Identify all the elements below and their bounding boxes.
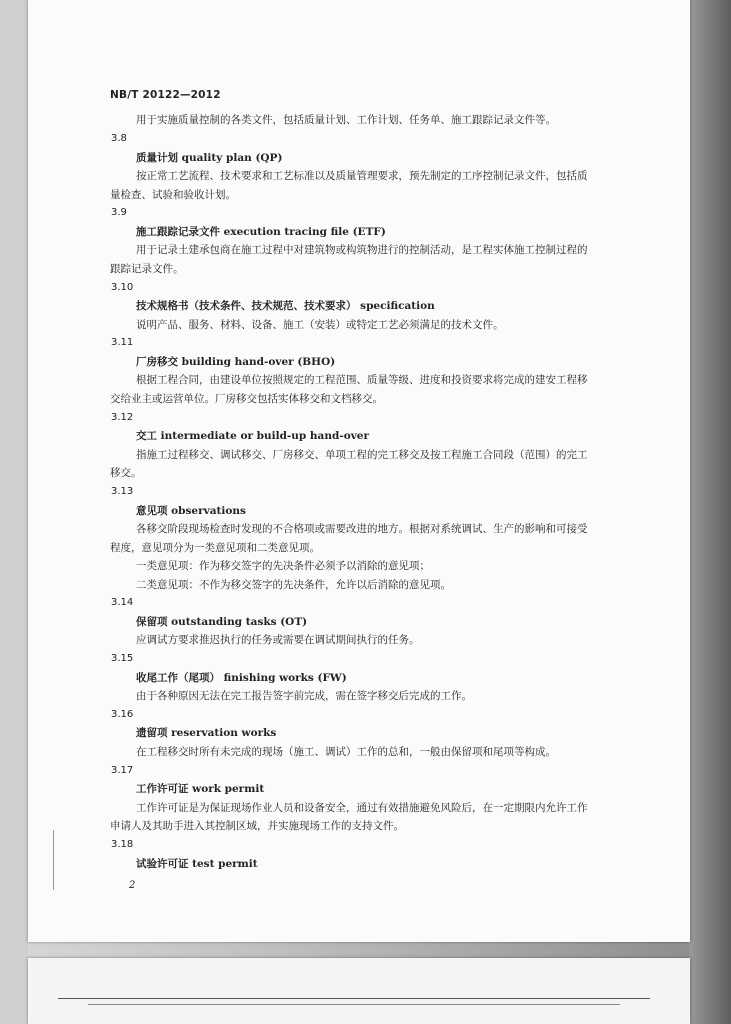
section-number: 3.17 bbox=[111, 764, 134, 776]
document-page bbox=[28, 0, 690, 942]
document-content bbox=[28, 0, 690, 900]
section-body-line: 应调试方要求推迟执行的任务或需要在调试期间执行的任务。 bbox=[136, 634, 420, 647]
section-term: 交工 intermediate or build-up hand-over bbox=[136, 430, 370, 443]
section-body-line: 指施工过程移交、调试移交、厂房移交、单项工程的完工移交及按工程施工合同段（范围）的完工 bbox=[136, 448, 588, 461]
next-page-rule-secondary bbox=[88, 1004, 620, 1005]
section-body-line: 用于记录土建承包商在施工过程中对建筑物或构筑物进行的控制活动，是工程实体施工控制过程的 bbox=[136, 244, 588, 257]
section-body-line: 说明产品、服务、材料、设备、施工（安装）或特定工艺必须满足的技术文件。 bbox=[136, 318, 504, 331]
section-body-line: 在工程移交时所有未完成的现场（施工、调试）工作的总和，一般由保留项和尾项等构成。 bbox=[136, 745, 556, 758]
section-term: 遗留项 reservation works bbox=[136, 727, 277, 740]
section-number: 3.10 bbox=[111, 281, 134, 293]
section-body-line: 程度，意见项分为一类意见项和二类意见项。 bbox=[110, 541, 320, 554]
next-page-edge bbox=[28, 958, 690, 1024]
section-body-line: 各移交阶段现场检查时发现的不合格项或需要改进的地方。根据对系统调试、生产的影响和可接受 bbox=[136, 523, 588, 535]
document-code-header: NB/T 20122—2012 bbox=[110, 89, 221, 101]
section-body-line: 量检查、试验和验收计划。 bbox=[110, 188, 236, 201]
section-body-line: 移交。 bbox=[110, 467, 142, 480]
section-number: 3.8 bbox=[111, 133, 127, 144]
section-body-line: 二类意见项：不作为移交签字的先决条件，允许以后消除的意见项。 bbox=[136, 578, 451, 591]
section-term: 试验许可证 test permit bbox=[136, 857, 258, 870]
section-term: 技术规格书（技术条件、技术规范、技术要求） specification bbox=[136, 300, 435, 313]
scan-background-left bbox=[0, 0, 28, 1024]
section-body-line: 跟踪记录文件。 bbox=[110, 262, 184, 275]
section-term: 工作许可证 work permit bbox=[136, 783, 265, 796]
section-body-line: 按正常工艺流程、技术要求和工艺标准以及质量管理要求，预先制定的工序控制记录文件，包括质 bbox=[136, 170, 588, 182]
section-term: 收尾工作（尾项） finishing works (FW) bbox=[136, 671, 347, 684]
section-body-line: 工作许可证是为保证现场作业人员和设备安全，通过有效措施避免风险后，在一定期限内允许工作 bbox=[136, 801, 588, 814]
section-number: 3.13 bbox=[111, 486, 134, 497]
section-number: 3.14 bbox=[111, 597, 134, 609]
section-term: 厂房移交 building hand-over (BHO) bbox=[136, 355, 336, 368]
section-term: 保留项 outstanding tasks (OT) bbox=[136, 615, 308, 628]
section-body-line: 一类意见项：作为移交签字的先决条件必须予以消除的意见项； bbox=[136, 560, 430, 572]
page-number: 2 bbox=[129, 880, 136, 891]
section-term: 施工跟踪记录文件 execution tracing file (ETF) bbox=[136, 225, 386, 238]
section-number: 3.16 bbox=[111, 708, 134, 720]
section-number: 3.9 bbox=[111, 207, 127, 219]
section-term: 意见项 observations bbox=[136, 504, 246, 517]
intro-paragraph-line: 用于实施质量控制的各类文件，包括质量计划、工作计划、任务单、施工跟踪记录文件等。 bbox=[136, 114, 556, 126]
next-page-rule bbox=[58, 998, 650, 999]
scan-background-right bbox=[689, 0, 731, 1024]
section-number: 3.11 bbox=[111, 337, 134, 349]
section-number: 3.15 bbox=[111, 653, 134, 665]
section-number: 3.18 bbox=[111, 839, 134, 850]
section-body-line: 根据工程合同，由建设单位按照规定的工程范围、质量等级、进度和投资要求将完成的建安工程移 bbox=[136, 374, 588, 387]
section-body-line: 交给业主或运营单位。厂房移交包括实体移交和文档移交。 bbox=[110, 392, 383, 405]
section-body-line: 申请人及其助手进入其控制区域，并实施现场工作的支持文件。 bbox=[110, 820, 404, 833]
section-term: 质量计划 quality plan (QP) bbox=[136, 151, 283, 164]
section-number: 3.12 bbox=[111, 411, 134, 423]
section-body-line: 由于各种原因无法在完工报告签字前完成，需在签字移交后完成的工作。 bbox=[136, 690, 472, 703]
